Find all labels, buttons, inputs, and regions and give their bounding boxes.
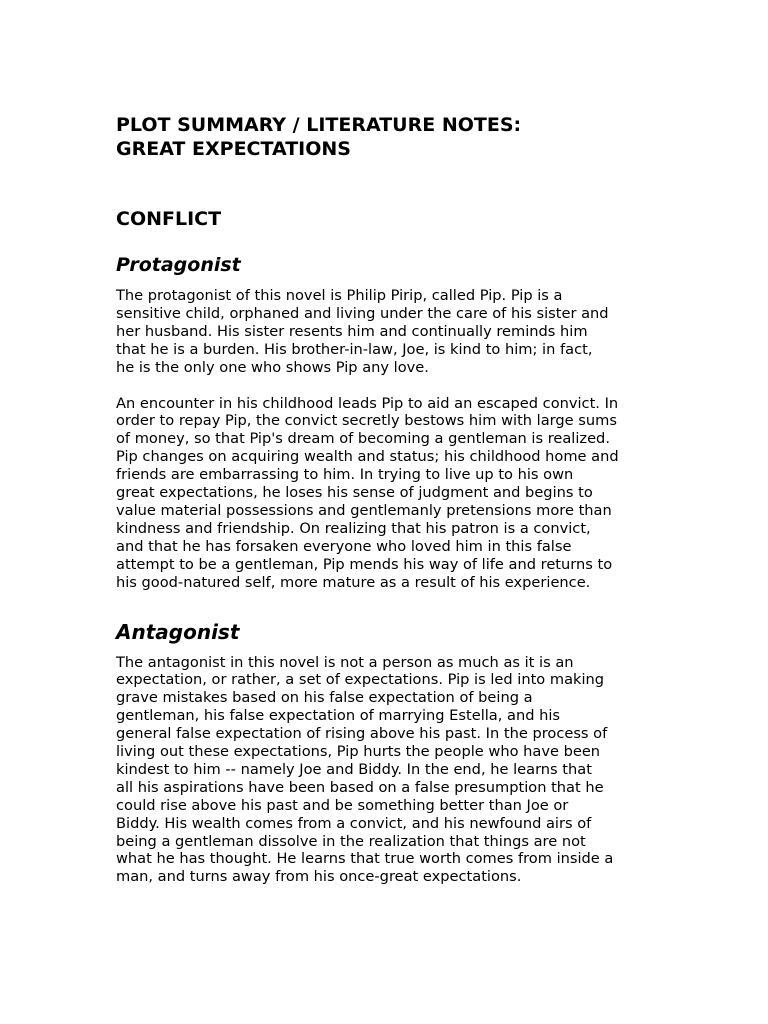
paragraph-line: kindest to him -- namely Joe and Biddy. In the end, he learns that [116, 760, 592, 778]
paragraph-line: could rise above his past and be something better than Joe or [116, 796, 569, 814]
subheading-antagonist: Antagonist [116, 619, 240, 644]
paragraph-line: of money, so that Pip's dream of becoming a gentleman is realized. [116, 430, 610, 448]
paragraph-line: that he is a burden. His brother-in-law, Joe, is kind to him; in fact, [116, 340, 593, 358]
paragraph-line: kindness and friendship. On realizing that his patron is a convict, [116, 519, 591, 537]
paragraph-line: gentleman, his false expectation of marrying Estella, and his [116, 707, 561, 725]
paragraph-line: being a gentleman dissolve in the realization that things are not [116, 832, 586, 850]
paragraph-line: An encounter in his childhood leads Pip to aid an escaped convict. In [116, 394, 619, 412]
paragraph-line: and that he has forsaken everyone who loved him in this false [116, 537, 572, 555]
paragraph-line: The antagonist in this novel is not a person as much as it is an [116, 653, 574, 671]
protagonist-paragraph-1 [116, 287, 656, 377]
antagonist-paragraph-1 [116, 654, 656, 887]
paragraph-line: general false expectation of rising above his past. In the process of [116, 725, 608, 743]
paragraph-line: grave mistakes based on his false expectation of being a [116, 689, 533, 707]
paragraph-line: expectation, or rather, a set of expectations. Pip is led into making [116, 671, 605, 689]
paragraph-line: The protagonist of this novel is Philip Pirip, called Pip. Pip is a [116, 287, 563, 304]
paragraph-line: living out these expectations, Pip hurts the people who have been [116, 743, 601, 761]
subheading-protagonist: Protagonist [116, 254, 241, 276]
paragraph-line: all his aspirations have been based on a false presumption that he [116, 778, 604, 796]
paragraph-line: Pip changes on acquiring wealth and status; his childhood home and [116, 448, 619, 466]
protagonist-paragraph-2 [116, 395, 656, 592]
paragraph-line: Biddy. His wealth comes from a convict, and his newfound airs of [116, 814, 592, 832]
paragraph-line: friends are embarrassing to him. In trying to live up to his own [116, 466, 574, 484]
paragraph-line: her husband. His sister resents him and continually reminds him [116, 322, 588, 340]
paragraph-line: his good-natured self, more mature as a result of his experience. [116, 573, 591, 591]
document-page [116, 113, 656, 886]
document-title-line-1: PLOT SUMMARY / LITERATURE NOTES: [116, 114, 522, 136]
paragraph-line: man, and turns away from his once-great expectations. [116, 868, 522, 886]
paragraph-line: sensitive child, orphaned and living under the care of his sister and [116, 304, 609, 322]
document-title [116, 113, 656, 161]
paragraph-line: great expectations, he loses his sense of judgment and begins to [116, 484, 593, 502]
document-title-line-2: GREAT EXPECTATIONS [116, 138, 351, 160]
paragraph-line: he is the only one who shows Pip any love. [116, 358, 429, 376]
paragraph-line: attempt to be a gentleman, Pip mends his way of life and returns to [116, 555, 613, 573]
paragraph-line: order to repay Pip, the convict secretly bestows him with large sums [116, 412, 617, 430]
paragraph-line: what he has thought. He learns that true worth comes from inside a [116, 850, 614, 868]
paragraph-line: value material possessions and gentlemanly pretensions more than [116, 501, 612, 519]
section-heading-conflict: CONFLICT [116, 208, 222, 230]
